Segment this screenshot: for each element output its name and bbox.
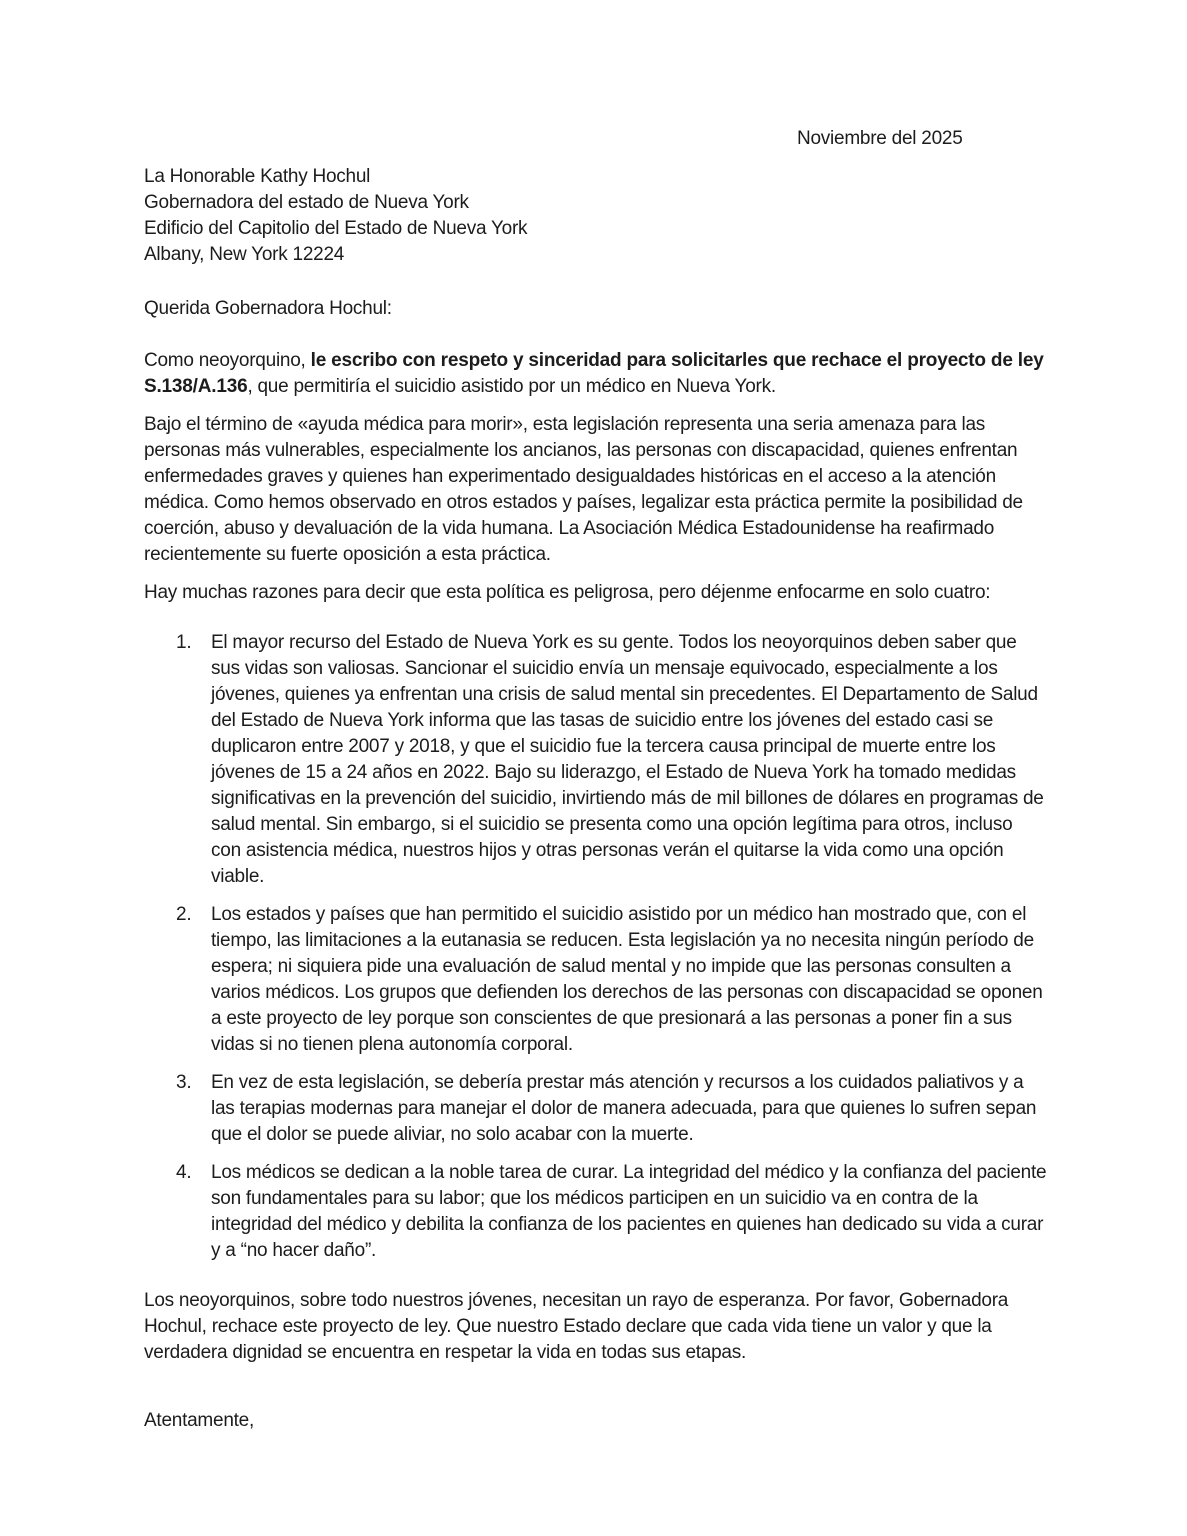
letter-date: Noviembre del 2025	[797, 128, 963, 149]
recipient-city: Albany, New York 12224	[144, 244, 345, 265]
valediction: Atentamente,	[144, 1410, 255, 1431]
list-item	[144, 1070, 1047, 1148]
list-item	[144, 902, 1047, 1058]
recipient-street: Edificio del Capitolio del Estado de Nueva York	[144, 218, 528, 239]
list-item-number: 1.	[176, 632, 192, 653]
body-paragraph: Bajo el término de «ayuda médica para morir», esta legislación representa una seria amenaza para las personas más vulnerables, especialmente los ancianos, las personas con discapacidad, quienes enfrentan enfermedades graves y quienes han experimentado desigualdades históricas en el acceso a la atención médica. Como hemos observado en otros estados y países, legalizar esta práctica permite la posibilidad de coerción, abuso y devaluación de la vida humana. La Asociación Médica Estadounidense ha reafirmado recientemente su fuerte oposición a esta práctica.	[144, 414, 1023, 565]
opening-paragraph-bold: le escribo con respeto y sinceridad para solicitarles que rechace el proyecto de ley S.138/A.136	[144, 350, 1044, 397]
reasons-intro: Hay muchas razones para decir que esta política es peligrosa, pero déjenme enfocarme en solo cuatro:	[144, 582, 991, 603]
list-item-number: 4.	[176, 1162, 192, 1183]
list-item-text: Los estados y países que han permitido el suicidio asistido por un médico han mostrado que, con el tiempo, las limitaciones a la eutanasia se reducen. Esta legislación ya no necesita ningún período de espera; ni siquiera pide una evaluación de salud mental y no impide que las personas consulten a varios médicos. Los grupos que defienden los derechos de las personas con discapacidad se oponen a este proyecto de ley porque son conscientes de que presionará a las personas a poner fin a sus vidas si no tienen plena autonomía corporal.	[211, 904, 1043, 1055]
opening-paragraph	[144, 348, 1047, 400]
list-item-number: 2.	[176, 904, 192, 925]
reasons-list	[144, 630, 1047, 1264]
list-item	[144, 630, 1047, 890]
recipient-title: Gobernadora del estado de Nueva York	[144, 192, 469, 213]
list-item-text: El mayor recurso del Estado de Nueva York es su gente. Todos los neoyorquinos deben saber que sus vidas son valiosas. Sancionar el suicidio envía un mensaje equivocado, especialmente a los jóvenes, quienes ya enfrentan una crisis de salud mental sin precedentes. El Departamento de Salud del Estado de Nueva York informa que las tasas de suicidio entre los jóvenes del estado casi se duplicaron entre 2007 y 2018, y que el suicidio fue la tercera causa principal de muerte entre los jóvenes de 15 a 24 años en 2022. Bajo su liderazgo, el Estado de Nueva York ha tomado medidas significativas en la prevención del suicidio, invirtiendo más de mil billones de dólares en programas de salud mental. Sin embargo, si el suicidio se presenta como una opción legítima para otros, incluso con asistencia médica, nuestros hijos y otras personas verán el quitarse la vida como una opción viable.	[211, 632, 1044, 887]
list-item	[144, 1160, 1047, 1264]
recipient-address	[144, 164, 1047, 268]
recipient-name: La Honorable Kathy Hochul	[144, 166, 371, 187]
closing-paragraph: Los neoyorquinos, sobre todo nuestros jóvenes, necesitan un rayo de esperanza. Por favor, Gobernadora Hochul, rechace este proyecto de ley. Que nuestro Estado declare que cada vida tiene un valor y que la verdadera dignidad se encuentra en respetar la vida en todas sus etapas.	[144, 1290, 1009, 1363]
list-item-text: Los médicos se dedican a la noble tarea de curar. La integridad del médico y la confianza del paciente son fundamentales para su labor; que los médicos participen en un suicidio va en contra de la integridad del médico y debilita la confianza de los pacientes en quienes han dedicado su vida a curar y a “no hacer daño”.	[211, 1162, 1047, 1261]
opening-paragraph-end: , que permitiría el suicidio asistido por un médico en Nueva York.	[247, 376, 776, 397]
opening-paragraph-start: Como neoyorquino,	[144, 350, 311, 371]
list-item-number: 3.	[176, 1072, 192, 1093]
salutation: Querida Gobernadora Hochul:	[144, 298, 392, 319]
list-item-text: En vez de esta legislación, se debería prestar más atención y recursos a los cuidados paliativos y a las terapias modernas para manejar el dolor de manera adecuada, para que quienes lo sufren sepan que el dolor se puede aliviar, no solo acabar con la muerte.	[211, 1072, 1037, 1145]
